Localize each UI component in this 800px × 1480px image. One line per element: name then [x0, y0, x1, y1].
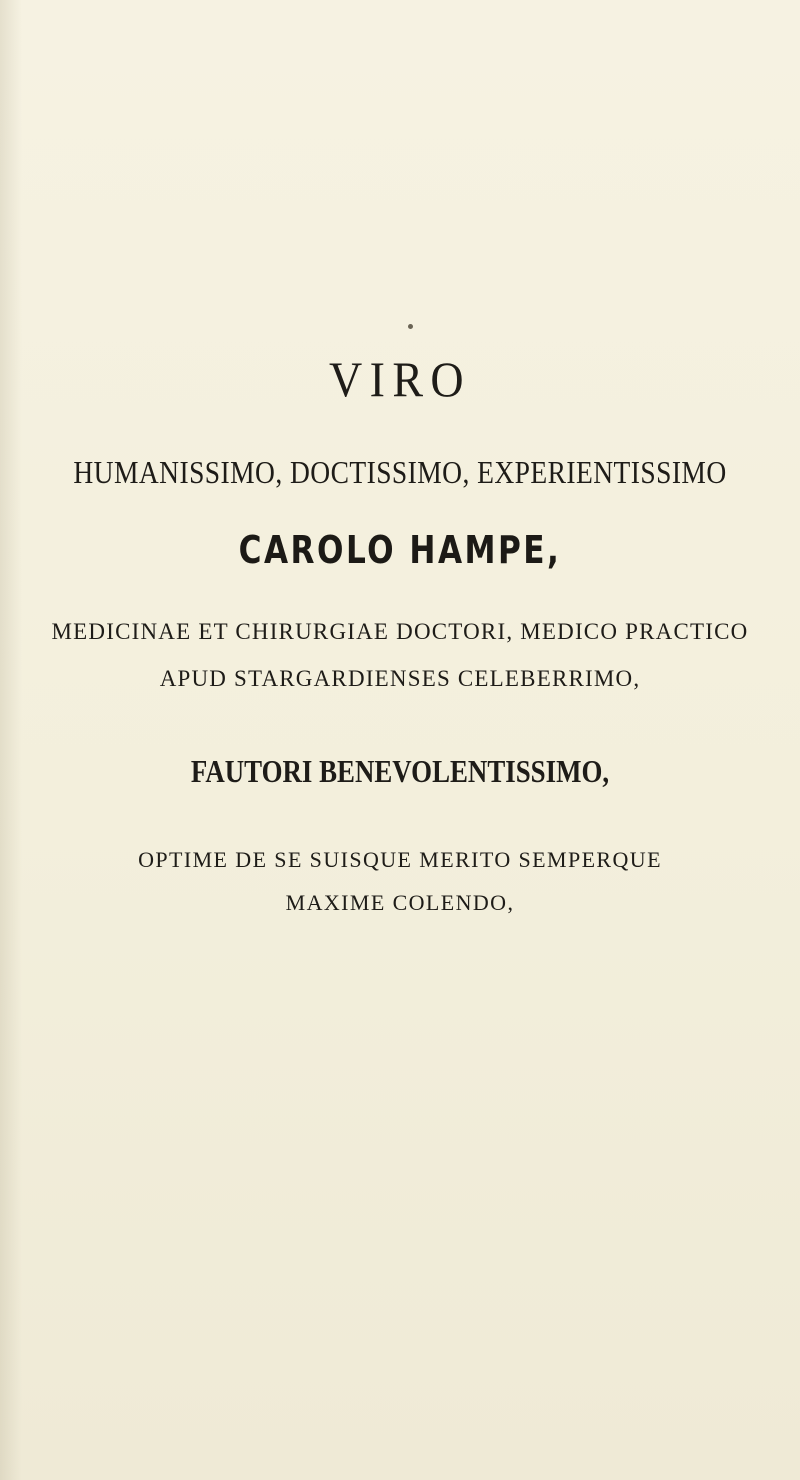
dedicatee-title-line-1: MEDICINAE ET CHIRURGIAE DOCTORI, MEDICO PRACTICO [51, 619, 749, 644]
dedication-viro: VIRO [329, 351, 471, 407]
dedicatee-title-line-2: APUD STARGARDIENSES CELEBERRIMO, [159, 666, 641, 691]
dedication-epithets: HUMANISSIMO, DOCTISSIMO, EXPERIENTISSIMO [73, 454, 727, 490]
ink-speck [408, 324, 413, 329]
dedication-fautori: FAUTORI BENEVOLENTISSIMO, [190, 753, 610, 789]
page-edge-shadow [0, 0, 22, 1480]
dedicatee-name: CAROLO HAMPE, [238, 528, 562, 572]
dedication-closing-line-2: MAXIME COLENDO, [285, 890, 515, 915]
dedication-closing-line-1: OPTIME DE SE SUISQUE MERITO SEMPERQUE [138, 847, 662, 872]
